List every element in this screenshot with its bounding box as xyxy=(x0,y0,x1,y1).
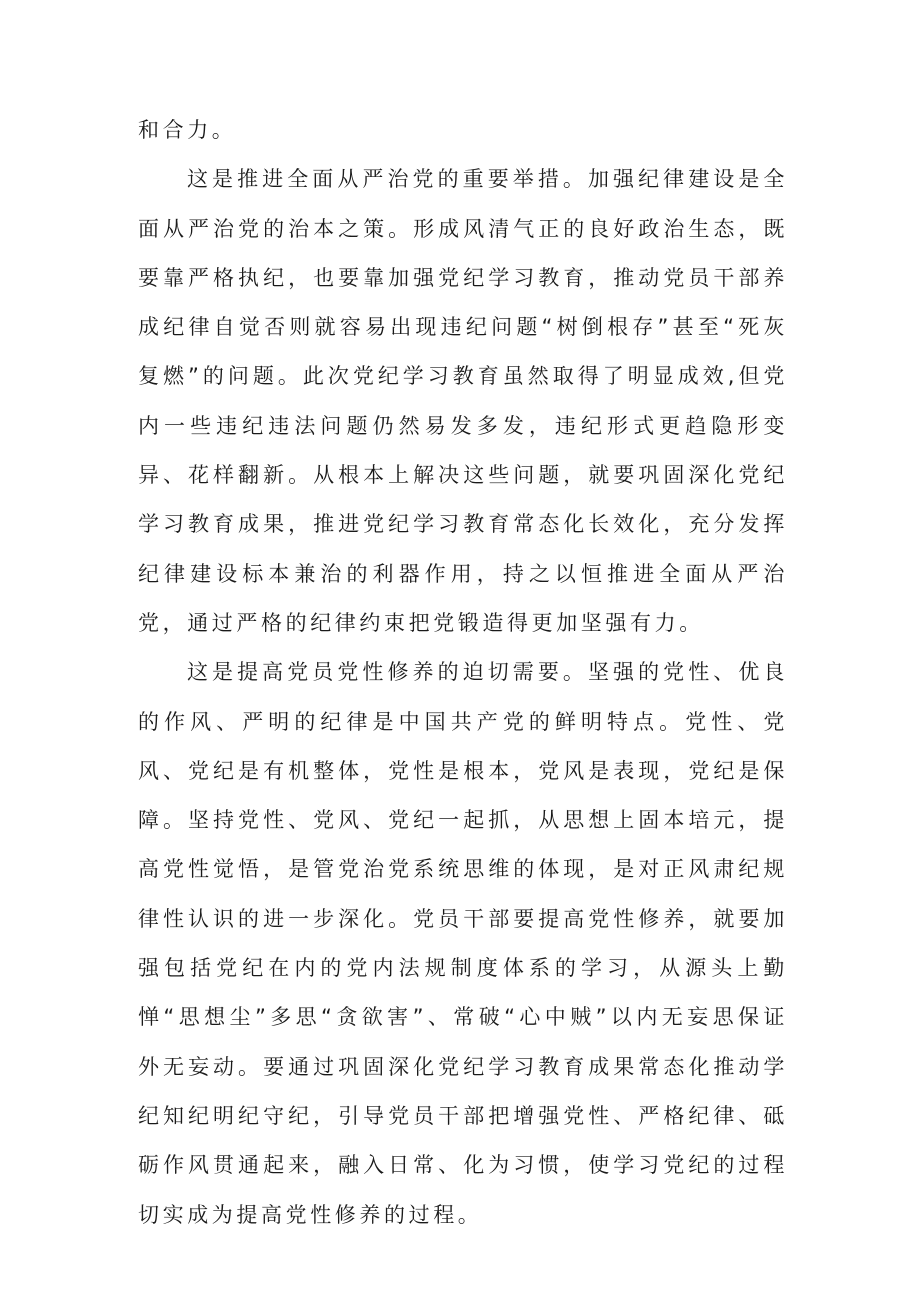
paragraph-party-spirit: 这是提高党员党性修养的迫切需要。坚强的党性、优良的作风、严明的纪律是中国共产党的鲜明特点。党性、党风、党纪是有机整体，党性是根本，党风是表现，党纪是保障。坚持党性、党风、党纪一起抓，从思想上固本培元，提高党性觉悟，是管党治党系统思维的体现，是对正风肃纪规律性认识的进一步深化。党员干部要提高党性修养，就要加强包括党纪在内的党内法规制度体系的学习，从源头上勤惮“思想尘”多思“贪欲害”、常破“心中贼”以内无妄思保证外无妄动。要通过巩固深化党纪学习教育成果常态化推动学纪知纪明纪守纪，引导党员干部把增强党性、严格纪律、砥砺作风贯通起来，融入日常、化为习惯，使学习党纪的过程切实成为提高党性修养的过程。 xyxy=(138,660,788,1227)
paragraph-continuation: 和合力。 xyxy=(138,118,237,142)
paragraph-strict-governance: 这是推进全面从严治党的重要举措。加强纪律建设是全面从严治党的治本之策。形成风清气正的良好政治生态，既要靠严格执纪，也要靠加强党纪学习教育，推动党员干部养成纪律自觉否则就容易出现违纪问题“树倒根存”甚至“死灰复燃”的问题。此次党纪学习教育虽然取得了明显成效,但党内一些违纪违法问题仍然易发多发，违纪形式更趋隐形变异、花样翻新。从根本上解决这些问题，就要巩固深化党纪学习教育成果，推进党纪学习教育常态化长效化，充分发挥纪律建设标本兼治的利器作用，持之以恒推进全面从严治党，通过严格的纪律约束把党锻造得更加坚强有力。 xyxy=(138,167,788,635)
document-body xyxy=(138,106,788,1240)
